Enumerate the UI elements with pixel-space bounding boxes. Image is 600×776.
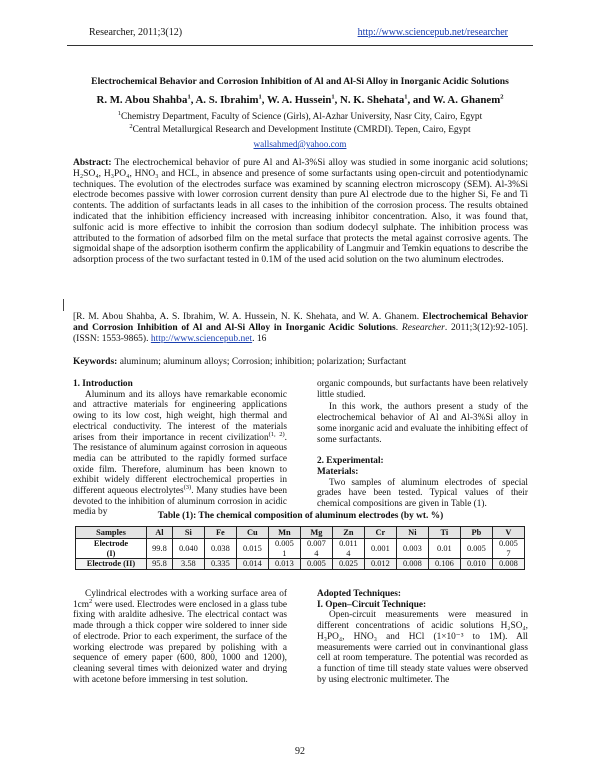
table-header: Cr — [364, 527, 396, 539]
paragraph: Aluminum and its alloys have remarkable economic and attractive materials for engineering applications owing to its low cost, high weight, high thermal and electrical conductivity. The interest of the materials arises from their importance in recent civilization$^{(1, 2)}$. The resistance of aluminum against corrosion in aqueous media can be attributed to the rapidly formed surface oxide film. Therefore, aluminum has been known to exhibit widely different electrochemical properties in different aqueous electrolytes$^{(3)}$. Many studies have been devoted to the inhibition of aluminum corrosion in acidic media by — [73, 389, 287, 518]
author-list: R. M. Abou Shahba$^1$, A. S. Ibrahim$^1$, W. A. Hussein$^1$, N. K. Shehata$^1$, and W. A. Ghanem$^2$ — [96, 93, 504, 106]
abstract — [73, 158, 528, 266]
table-row — [76, 539, 525, 559]
change-bar — [63, 299, 64, 311]
paragraph: In this work, the authors present a study of the electrochemical behavior of Al and Al-3%Si alloy in some inorganic acid and evaluate the inhibiting effect of some surfactants. — [317, 402, 528, 445]
table-header: Si — [172, 527, 204, 539]
author-name: R. M. Abou Shahba — [96, 94, 188, 106]
contact-email-link[interactable]: wallsahmed@yahoo.com — [253, 139, 347, 149]
table-cell: 0.005 1 — [268, 539, 300, 559]
paragraph: Open-circuit measurements were measured in different concentrations of acidic solutions H₂SO₄, H₃PO₄, HNO₃ and HCl (1×10⁻³ to 1M). All measurements were carried out in convinantional glass cell at room temperature. The potential was recorded as a function of time till steady state values were observed by using electronic multimeter. The — [317, 610, 528, 685]
table-cell: 0.008 — [492, 559, 524, 570]
citation-title: Electrochemical Behavior and Corrosion Inhibition of Al and Al-Si Alloy in Inorganic Acidic Solutions — [73, 312, 529, 333]
table-cell: 0.335 — [204, 559, 236, 570]
affiliation-1: $^1$Chemistry Department, Faculty of Science (Girls), Al-Azhar University, Nasr City, Cairo, Egypt — [117, 109, 483, 122]
table-cell: 0.01 — [428, 539, 460, 559]
table-cell: 0.106 — [428, 559, 460, 570]
citation: [R. M. Abou Shahba, A. S. Ibrahim, W. A. Hussein, N. K. Shehata, and W. A. Ghanem. Electrochemical Behavior and Corrosion Inhibition of Al and Al-Si Alloy in Inorganic Acidic Solutions. Researcher. 2011;3(12):92-105]. (ISSN: 1553-9865). http://www.sciencepub.net. 16 — [73, 312, 529, 344]
author-name: N. K. Shehata — [340, 94, 405, 106]
page-number: 92 — [295, 746, 305, 757]
table-cell: 0.007 4 — [300, 539, 332, 559]
table-header: Mg — [300, 527, 332, 539]
introduction-continued — [317, 379, 528, 510]
techniques-section — [317, 589, 528, 685]
table-header: Samples — [76, 527, 147, 539]
affiliation-2: $^2$Central Metallurgical Research and Development Institute (CMRDI). Tepen, Cairo, Egypt — [129, 122, 471, 135]
table-cell: 3.58 — [172, 559, 204, 570]
journal-header: Researcher, 2011;3(12) — [89, 27, 183, 38]
subheading-open-circuit: I. Open–Circuit Technique: — [317, 599, 427, 610]
table-cell: Electrode (I) — [76, 539, 147, 559]
table-header: Fe — [204, 527, 236, 539]
table-cell: 0.005 — [300, 559, 332, 570]
table-cell: Electrode (II) — [76, 559, 147, 570]
citation-link[interactable]: http://www.sciencepub.net — [150, 333, 253, 344]
table-cell: 95.8 — [147, 559, 173, 570]
section-heading-experimental: 2. Experimental: — [317, 456, 384, 467]
introduction-section — [73, 379, 287, 518]
journal-url-link[interactable]: http://www.sciencepub.net/researcher — [357, 27, 508, 38]
table-header: Mn — [268, 527, 300, 539]
author-name: W. A. Hussein — [266, 94, 332, 106]
subheading-materials: Materials: — [317, 466, 359, 477]
table-cell: 99.8 — [147, 539, 173, 559]
table-cell: 0.038 — [204, 539, 236, 559]
table-cell: 0.015 — [236, 539, 268, 559]
table-cell: 0.008 — [396, 559, 428, 570]
abstract-text: The electrochemical behavior of pure Al and Al-3%Si alloy was studied in some inorganic acid solutions; H₂SO₄, H₃PO₄, HNO₃ and HCL, in absence and presence of some surfactants using open-circuit and potentiodynamic techniques. The evolution of the electrodes surface was examined by scanning electron microscopy (SEM). Al-3%Si electrode becomes passive with lower corrosion current density than pure Al electrode due to the higher Si, Fe and Ti contents. The addition of surfactants leads in all cases to the inhibition of the corrosion process. The results obtained indicated that the inhibition efficiency increased with increasing inhibitor concentration. Also, it was found that, sulfonic acid is more effective to inhibit the corrosion than sodium dodecyl sulphate. The inhibition process was attributed to the formation of adsorbed film on the metal surface that protects the metal against corrosive agents. The sigmoidal shape of the adsorption isotherm confirm the applicability of Langmuir and Temkin equations to describe the adsorption process of the two surfactant tested in 0.1M of the used acid solution on the two aluminum electrodes. — [73, 158, 528, 266]
table-cell: 0.012 — [364, 559, 396, 570]
keywords-label: Keywords: — [73, 357, 118, 367]
table-row — [76, 559, 525, 570]
section-heading-introduction: 1. Introduction — [73, 379, 133, 389]
methods-section — [73, 589, 287, 685]
table-cell: 0.014 — [236, 559, 268, 570]
table-caption: Table (1): The chemical composition of aluminum electrodes (by wt. %) — [157, 511, 444, 521]
table-header: V — [492, 527, 524, 539]
paragraph: organic compounds, but surfactants have been relatively little studied. — [317, 379, 528, 400]
abstract-label: Abstract: — [73, 158, 112, 168]
table-cell: 0.013 — [268, 559, 300, 570]
author-name: W. A. Ghanem — [432, 94, 501, 106]
table-header: Al — [147, 527, 173, 539]
table-cell: 0.040 — [172, 539, 204, 559]
keywords: Keywords: aluminum; aluminum alloys; Corrosion; inhibition; polarization; Surfactant — [73, 357, 407, 367]
table-cell: 0.001 — [364, 539, 396, 559]
header-divider — [67, 45, 533, 46]
table-header: Cu — [236, 527, 268, 539]
paragraph: Two samples of aluminum electrodes of special grades have been tested. Typical values of their chemical compositions are given in Table (1). — [317, 477, 528, 510]
citation-journal: Researcher — [401, 322, 445, 333]
table-cell: 0.005 — [460, 539, 492, 559]
table-header: Ti — [428, 527, 460, 539]
table-header: Ni — [396, 527, 428, 539]
table-cell: 0.010 — [460, 559, 492, 570]
author-name: A. S. Ibrahim — [195, 94, 259, 106]
subheading-adopted-techniques: Adopted Techniques: — [317, 589, 401, 599]
paper-title: Electrochemical Behavior and Corrosion Inhibition of Al and Al-Si Alloy in Inorganic Acidic Solutions — [91, 76, 509, 87]
composition-table — [75, 526, 525, 570]
table-cell: 0.003 — [396, 539, 428, 559]
table-cell: 0.025 — [332, 559, 364, 570]
table-header: Pb — [460, 527, 492, 539]
table-cell: 0.005 7 — [492, 539, 524, 559]
table-header-row — [76, 527, 525, 539]
table-header: Zn — [332, 527, 364, 539]
table-cell: 0.011 4 — [332, 539, 364, 559]
paragraph: Cylindrical electrodes with a working surface area of $1cm^2$ were used. Electrodes were enclosed in a glass tube fixing with araldite adhesive. The electrical contact was made through a thick copper wire soldered to inner side of electrode. Prior to each experiment, the surface of the working electrode was prepared by polishing with a sequence of emery paper (600, 800, 1000 and 1200), cleaning several times with deionized water and drying with acetone before immersing in test solution. — [73, 589, 287, 685]
